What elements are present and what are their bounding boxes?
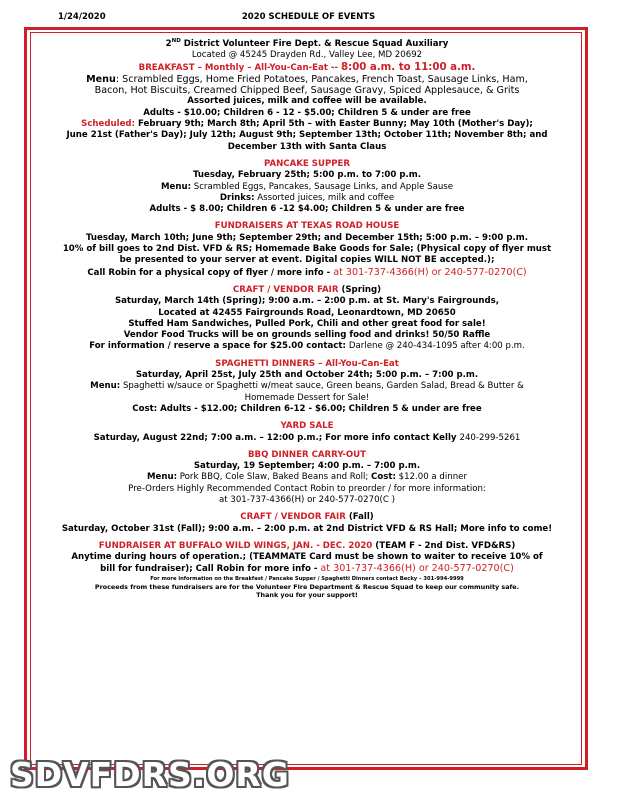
craft-spring-info: For information / reserve a space for $25.00 contact: Darlene @ 240-434-1095 after 4:00 p.m.	[89, 341, 525, 352]
website-watermark: SDVFDRS.ORG	[10, 755, 290, 794]
bww-heading: FUNDRAISER AT BUFFALO WILD WINGS, JAN. - DEC. 2020 (TEAM F - 2nd Dist. VFD&RS)	[98, 540, 516, 551]
craft-spring-when: Saturday, March 14th (Spring); 9:00 a.m. – 2:00 p.m. at St. Mary's Fairgrounds,	[114, 296, 500, 307]
texas-when: Tuesday, March 10th; June 9th; September 29th; and December 15th; 5:00 p.m. – 9:00 p.m.	[85, 232, 529, 243]
spaghetti-menu-line-2: Homemade Dessert for Sale!	[244, 392, 370, 403]
bww-line-3: bill for fundraiser); Call Robin for more info - at 301-737-4366(H) or 240-577-0270(C)	[100, 563, 514, 575]
pancake-prices: Adults - $ 8.00; Children 6 -12 $4.00; Children 5 & under are free	[149, 204, 465, 215]
org-name: 2ND District Volunteer Fire Dept. & Rescue Squad Auxiliary	[165, 38, 449, 49]
breakfast-menu-line-2: Bacon, Hot Biscuits, Creamed Chipped Beef, Sausage Gravy, Spiced Applesauce, & Grits	[94, 85, 520, 97]
craft-spring-where: Located at 42455 Fairgrounds Road, Leonardtown, MD 20650	[158, 307, 456, 318]
bbq-menu: Menu: Pork BBQ, Cole Slaw, Baked Beans and Roll; Cost: $12.00 a dinner	[147, 472, 467, 483]
pancake-drinks: Drinks: Assorted juices, milk and coffee	[219, 192, 395, 203]
pancake-when: Tuesday, February 25th; 5:00 p.m. to 7:00 p.m.	[193, 170, 421, 181]
footer-thanks: Thank you for your support!	[256, 591, 358, 600]
breakfast-drinks: Assorted juices, milk and coffee will be available.	[187, 96, 427, 107]
schedule-content	[31, 39, 582, 600]
yard-heading: YARD SALE	[280, 421, 334, 432]
spaghetti-when: Saturday, April 25st, July 25th and October 24th; 5:00 p.m. – 7:00 p.m.	[135, 370, 479, 381]
bbq-when: Saturday, 19 September; 4:00 p.m. – 7:00 p.m.	[193, 461, 421, 472]
breakfast-schedule-line-3: December 13th with Santa Claus	[227, 141, 387, 152]
bbq-phones: at 301-737-4366(H) or 240-577-0270(C )	[219, 494, 395, 505]
spaghetti-heading: SPAGHETTI DINNERS – All-You-Can-Eat	[215, 358, 399, 369]
spaghetti-prices: Cost: Adults - $12.00; Children 6-12 - $6.00; Children 5 & under are free	[132, 403, 482, 414]
texas-heading: FUNDRAISERS AT TEXAS ROAD HOUSE	[214, 221, 400, 232]
footer-note: For more information on the Breakfast / Pancake Supper / Spaghetti Dinners contact Becky – 301-994-9999	[150, 575, 464, 582]
breakfast-schedule-line-1: Scheduled: February 9th; March 8th; April 5th – with Easter Bunny; May 10th (Mother's Day);	[81, 119, 533, 130]
document-title: 2020 SCHEDULE OF EVENTS	[241, 12, 376, 22]
breakfast-time: 8:00 a.m. to 11:00 a.m.	[341, 61, 476, 73]
breakfast-prices: Adults - $10.00; Children 6 - 12 - $5.00; Children 5 & under are free	[143, 107, 471, 118]
craft-spring-trucks: Vendor Food Trucks will be on grounds selling food and drinks! 50/50 Raffle	[123, 330, 491, 341]
craft-spring-heading: CRAFT / VENDOR FAIR (Spring)	[232, 284, 382, 295]
footer-proceeds: Proceeds from these fundraisers are for the Volunteer Fire Department & Rescue Squad to keep our community safe.	[94, 582, 520, 591]
inner-border	[30, 32, 582, 765]
breakfast-menu-line-1: Menu: Scrambled Eggs, Home Fried Potatoes, Pancakes, French Toast, Sausage Links, Ham,	[86, 73, 528, 85]
breakfast-schedule-line-2: June 21st (Father's Day); July 12th; August 9th; September 13th; October 11th; November 8th; and	[66, 130, 548, 141]
texas-line-2: 10% of bill goes to 2nd Dist. VFD & RS; Homemade Bake Goods for Sale; (Physical copy of flyer must	[62, 244, 552, 255]
bbq-preorder: Pre-Orders Highly Recommended Contact Robin to preorder / for more information:	[128, 483, 486, 494]
craft-spring-food: Stuffed Ham Sandwiches, Pulled Pork, Chili and other great food for sale!	[128, 318, 486, 329]
craft-fall-heading: CRAFT / VENDOR FAIR (Fall)	[240, 512, 374, 523]
yard-when: Saturday, August 22nd; 7:00 a.m. – 12:00 p.m.; For more info contact Kelly 240-299-5261	[93, 432, 521, 443]
document-date: 1/24/2020	[58, 12, 106, 22]
bww-line-2: Anytime during hours of operation.; (TEAMMATE Card must be shown to waiter to receive 10% of	[71, 552, 543, 563]
breakfast-heading: BREAKFAST – Monthly – All-You-Can-Eat -- 8:00 a.m. to 11:00 a.m.	[138, 61, 476, 73]
pancake-menu: Menu: Scrambled Eggs, Pancakes, Sausage Links, and Apple Sause	[160, 181, 454, 192]
page-header	[0, 0, 617, 22]
bbq-heading: BBQ DINNER CARRY-OUT	[248, 449, 366, 460]
texas-line-3: be presented to your server at event. Digital copies WILL NOT BE accepted.);	[119, 255, 495, 266]
texas-line-4: Call Robin for a physical copy of flyer / more info - at 301-737-4366(H) or 240-577-0270(C)	[87, 266, 527, 278]
craft-fall-when: Saturday, October 31st (Fall); 9:00 a.m. – 2:00 p.m. at 2nd District VFD & RS Hall; More info to come!	[61, 523, 553, 534]
spaghetti-menu-line-1: Menu: Spaghetti w/sauce or Spaghetti w/meat sauce, Green beans, Garden Salad, Bread & Butter &	[90, 381, 524, 392]
org-address: Located @ 45245 Drayden Rd., Valley Lee, MD 20692	[191, 50, 423, 61]
pancake-heading: PANCAKE SUPPER	[263, 158, 351, 169]
